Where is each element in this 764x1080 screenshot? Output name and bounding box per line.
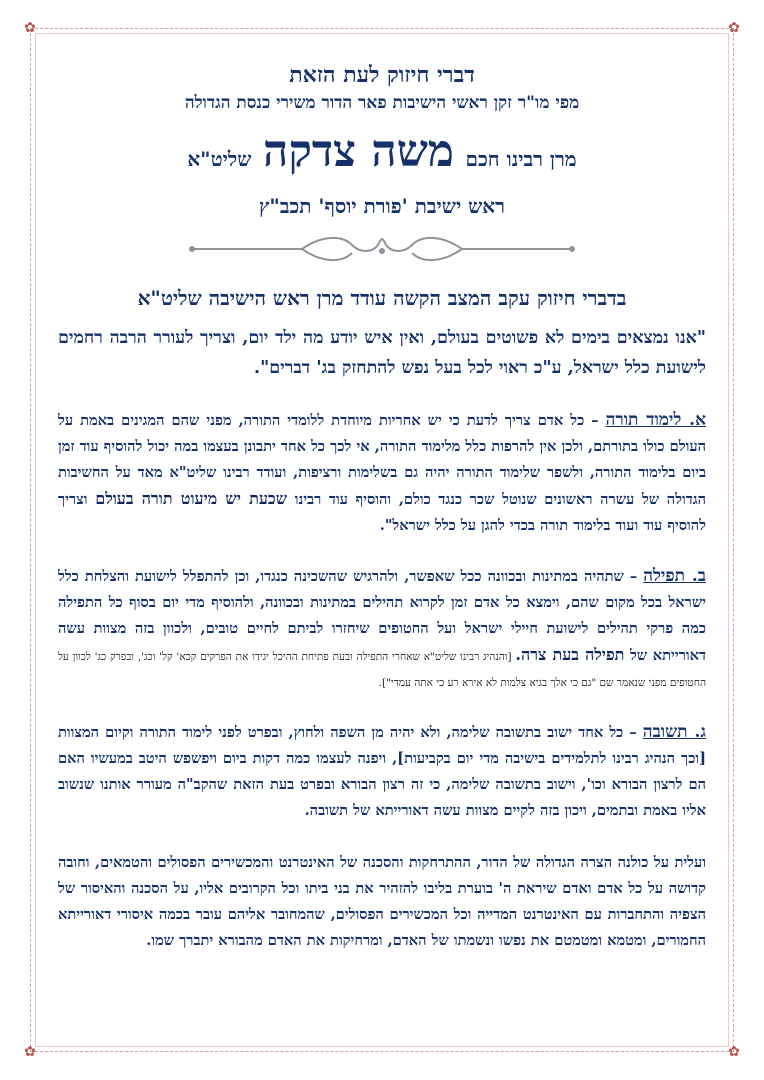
paragraph-prayer bbox=[58, 563, 706, 695]
corner-flower-icon: ✿ bbox=[24, 20, 36, 36]
paragraph-b-emphasis: תפילה בעת צרה. bbox=[515, 645, 625, 664]
paragraph-c-heading: ג. תשובה bbox=[642, 722, 706, 742]
header-line-4: ראש ישיבת 'פורת יוסף' תכב"ץ bbox=[259, 194, 505, 218]
header-line-1: דברי חיזוק לעת הזאת bbox=[289, 62, 475, 88]
paragraph-repentance bbox=[58, 719, 706, 824]
document-body bbox=[58, 60, 706, 954]
section-title: בדברי חיזוק עקב המצב הקשה עודד מרן ראש הישיבה שליט"א bbox=[137, 286, 627, 310]
paragraph-b-heading: ב. תפילה bbox=[643, 566, 706, 586]
corner-flower-icon: ✿ bbox=[728, 1044, 740, 1060]
paragraph-b-text: – שתהיה במתינות ובכוונה ככל שאפשר, ולהרגיש שהשכינה כנגדו, וכן להתפלל לישועת והצלחת כלל ישראל בכל מקום שהם, וימצא כל אדם זמן לקרוא תהילים במתינות ובכוונה, ולהוסיף מדי יום בסוף כל התפילה כמה פרקי תהילים לישועת חיילי ישראל ועל החטופים שיחזרו לביתם לחיים טובים, ולכוון בזה מצוות עשה דאורייתא של bbox=[58, 568, 706, 664]
paragraph-b-note: [והנהיג רבינו שליט"א שאחרי התפילה ובעת פתיחת ההיכל יגידו את הפרקים קכא' קל' וכג', ובפרק כג' לכוון על החטופים מפני שנאמר שם "גם כי אלך בגיא צלמות לא אירא רע כי אתה עמדי"]. bbox=[58, 651, 706, 689]
paragraph-torah-study bbox=[58, 407, 706, 539]
corner-flower-icon: ✿ bbox=[728, 20, 740, 36]
paragraph-a-text-end: וצריך להוסיף עוד ועוד בלימוד תורה בכדי להגן על כלל ישראל". bbox=[58, 491, 706, 534]
rabbi-name-line bbox=[58, 124, 706, 189]
paragraph-a-emphasis: שכעת יש מיעוט תורה בעולם bbox=[95, 489, 288, 508]
header-line-2: מפי מו"ר זקן ראשי הישיבות פאר הדור משירי כנסת הגדולה bbox=[184, 93, 580, 113]
opening-quote: "אנו נמצאים בימים לא פשוטים בעולם, ואין איש יודע מה ילד יום, וצריך לעורר הרבה רחמים לישועת כלל ישראל, ע"כ ראוי לכל בעל נפש להתחזק בג' דברים". bbox=[58, 328, 706, 378]
name-suffix: שליט"א bbox=[187, 147, 252, 171]
paragraph-a-heading: א. לימוד תורה bbox=[605, 410, 706, 430]
name-prefix: מרן רבינו חכם bbox=[465, 147, 577, 171]
paragraph-a-text: – כל אדם צריך לדעת כי יש אחריות מיוחדת ללומדי התורה, מפני שהם המגינים באמת על העולם כולו בתורתם, ולכן אין להרפות כלל מלימוד התורה, אי לכך כל אחד יתבונן בעצמו במה יכול להוסיף עוד זמן ביום בלימוד התורה, ולשפר שלימוד התורה יהיה גם בשלימות ורציפות, ועודד רבינו שליט"א מאד על החשיבות הגדולה של עשרה ראשונים שנוטל שכר כנגד כולם, והוסיף עוד רבינו bbox=[58, 412, 706, 508]
scroll-ornament-icon bbox=[182, 231, 582, 267]
paragraph-c-text: – כל אחד ישוב בתשובה שלימה, ולא יהיה מן השפה ולחוץ, ובפרט לפני לימוד התורה וקיום המצוות [וכך הנהיג רבינו לתלמידים בישיבה מדי יום בקביעות], ויפנה לעצמו כמה דקות ביום ויפשפש היטב במעשיו האם הם לרצון הבורא וכו', וישוב בתשובה שלימה, כי זה רצון הבורא ובפרט בעת הזאת שהקב"ה מעורר אותנו שנשוב אליו באמת ובתמים, ויכון בזה לקיים מצוות עשה דאורייתא של תשובה. bbox=[58, 724, 706, 819]
corner-flower-icon: ✿ bbox=[24, 1044, 36, 1060]
closing-paragraph: ועלית על כולנה הצרה הגדולה של הדור, ההתרחקות והסכנה של האינטרנט והמכשירים הפסולים והטמאים, וחובה קדושה על כל אדם ואדם שיראת ה' בוערת בליבו להזהיר את בני ביתו וכל הקרובים אליו, על הסכנה והאיסור של הצפיה והתחברות עם האינטרנט המדייה וכל המכשירים הפסולים, שהמחובר אליהם עובר בכמה איסורי דאורייתא החמורים, ומטמא ומטמטם את נפשו ונשמתו של האדם, ומרחיקות את האדם מהבורא יתברך שמו. bbox=[58, 854, 706, 949]
rabbi-name: משה צדקה bbox=[263, 126, 454, 177]
